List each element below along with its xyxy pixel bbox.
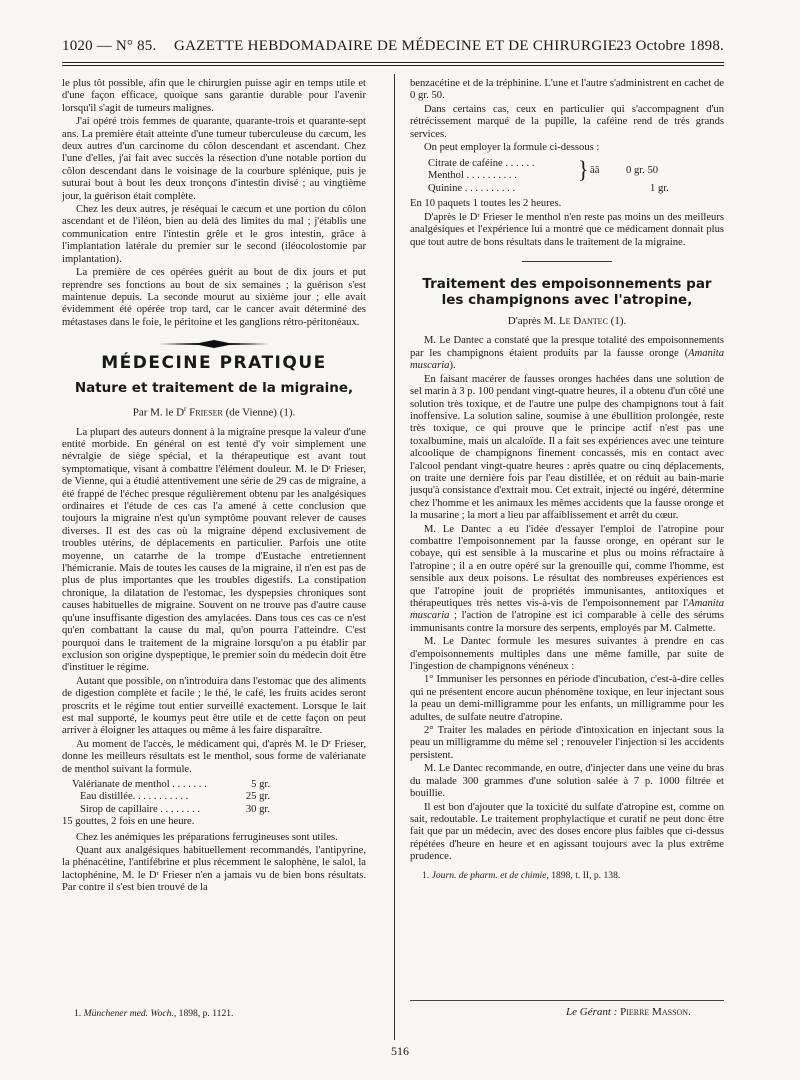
- formula-line: Eau distillée. . . . . . . . . . . 25 gr.: [80, 791, 270, 803]
- paragraph: La première de ces opérées guérit au bout de dix jours et put reprendre ses fonctions au bout de six semaines ; la guérison s'est maintenue depuis. La seconde mourut au sixième jour ; elle avait évidemment été opérée trop tard, car le cancer avait déterminé des métastases dans le foie, le péritoine et les ganglions rétro-péritonéaux.: [62, 267, 366, 328]
- paragraph: M. Le Dantec recommande, en outre, d'injecter dans une veine du bras du malade 300 grammes d'une solution salée à 7 p. 1000 filtrée et bouillie.: [410, 763, 724, 800]
- formula-note: En 10 paquets 1 toutes les 2 heures.: [410, 198, 562, 210]
- paragraph: D'après le Dʳ Frieser le menthol n'en reste pas moins un des meilleurs analgésiques et l'expérience lui a montré que ce médicament donnait plus que tout autre de bons résultats dans le traitement de la migraine.: [410, 211, 724, 248]
- section-title: MÉDECINE PRATIQUE: [101, 353, 327, 374]
- footnote: 1. Münchener med. Woch., 1898, p. 1121.: [74, 1008, 234, 1019]
- formula-qty: 1 gr.: [650, 183, 669, 195]
- paragraph: Autant que possible, on n'introduira dans l'estomac que des aliments de digestion complète et facile ; le thé, le café, les fruits acides seront proscrits et le régime tout entier surveillé exactement. Lorsque le lait est mal supporté, le koumys peut être utile et de cette façon on peut arriver à éloigner les attaques ou même à les faire disparaître.: [62, 675, 366, 737]
- article-title: Nature et traitement de la migraine,: [74, 379, 354, 396]
- formula-qty: 0 gr. 50: [626, 165, 659, 177]
- paragraph: La plupart des auteurs donnent à la migraine presque la valeur d'une entité morbide. En général on est tenté d'y voir simplement une névralgie de siège spécial, et la thérapeutique est avant tout symptomatique, visant à combattre l'élément douleur. M. le Dʳ Frieser, de Vienne, qui a étudié attentivement une série de 29 cas de migraine, a été frappé de l'échec presque régulièrement obtenu par les analgésiques ordinaires et l'étude de ces cas l'a amené à cette conclusion que toujours la migraine n'est qu'un symptôme pouvant relever de causes diverses. Il est des cas où la migraine dépend exclusivement de troubles utérins, de déplacements en particulier. Parfois une otite moyenne, un catarrhe de la trompe d'Eustache entretiennent l'hémicranie. Mais de toutes les causes de la migraine, il n'en est pas de plus de plus importantes que les troubles digestifs. La constipation chronique, la dilatation de l'estomac, les dyspepsies chroniques sont causes habituelles de migraine. Souvent on ne trouve pas d'autre cause qu'une insuffisante digestion des amylacées. Dans tous ces cas ce n'est qu'en combattant la cause du mal, qu'on pourra l'atteindre. C'est pourquoi dans le traitement de la migraine lorsqu'on a pu établir par exclusion son origine dyspeptique, le premier soin du médecin doit être d'instituer le régime.: [62, 426, 366, 674]
- running-header: [62, 36, 724, 58]
- author-name: Frieser: [189, 406, 223, 419]
- section-ornament: [159, 339, 269, 349]
- header-rule: [62, 62, 724, 63]
- article-separator: [522, 261, 612, 262]
- paragraph: Quant aux analgésiques habituellement recommandés, l'antipyrine, la phénacétine, l'antifébrine et plus récemment le salophène, le salol, la lactophénine, M. le Dʳ Frieser n'en a jamais vu de bien bons résultats. Par contre il s'est bien trouvé de la: [62, 845, 366, 894]
- paragraph: Chez les deux autres, je réséquai le cæcum et une portion du côlon ascendant et de l'iléon, bien au delà des limites du mal ; j'établis une communication entre l'intestin grêle et le gros intestin, grâce à l'implantation latérale du premier sur le second (iléocolostomie par implantation).: [62, 204, 366, 265]
- footnote: 1. Journ. de pharm. et de chimie, 1898, t. II, p. 138.: [422, 869, 621, 881]
- formula-line: Quinine . . . . . . . . . .: [428, 183, 516, 195]
- paragraph: M. Le Dantec formule les mesures suivantes à prendre en cas d'empoisonnements multiples dans une même famille, par suite de l'ingestion de champignons vénéneux :: [410, 636, 724, 673]
- paragraph: Chez les anémiques les préparations ferrugineuses sont utiles.: [76, 831, 338, 843]
- brace-glyph: }: [578, 156, 589, 184]
- paragraph: Au moment de l'accès, le médicament qui, d'après M. le Dʳ Frieser, donne les meilleurs résultats est le menthol, sous forme de valérianate de menthol suivant la formule.: [62, 738, 366, 775]
- page-number: 1020 — N° 85.: [62, 38, 157, 54]
- column-divider: [394, 74, 395, 1040]
- paragraph: J'ai opéré trois femmes de quarante, quarante-trois et quarante-sept ans. La première était atteinte d'une tumeur tuberculeuse du cæcum, les deux autres d'un carcinome du côlon descendant et ascendant. Chez l'une d'elles, j'ai fait avec succès la résection d'une notable portion du côlon descendant dans le voisinage de la courbure splénique, puis je suturai bout à bout les deux tronçons d'intestin divisé ; au vingtième jour, la guérison était complète.: [62, 116, 366, 202]
- paragraph: 1° Immuniser les personnes en période d'incubation, c'est-à-dire celles qui ne présentent encore aucun phénomène toxique, en leur injectant sous la peau un demi-milligramme pour les enfants, un milligramme pour les adultes, de sulfate neutre d'atropine.: [410, 674, 724, 723]
- paragraph: En faisant macérer de fausses oronges hachées dans une solution de sel marin à 3 p. 100 pendant vingt-quatre heures, il a obtenu d'un côté une solution très toxique, et de l'autre une pulpe des champignons tout à fait inoffensive. La solution saline, soumise à une ébullition prolongée, reste très toxique, ce qui prouve que le principe actif n'est pas une toxalbumine, mais un alcaloïde. Il a fait ses expériences avec une teinture alcoolique de champignons finement concassés, mis en contact avec l'alcool pendant vingt-quatre heures : après quatre ou cinq déplacements, on traite une dernière fois par l'eau distillée, et on réduit au bain-marie jusqu'à consistance d'extrait mou. Cet extrait, injecté ou ingéré, détermine chez l'homme et les animaux les mêmes accidents que la fausse oronge et la musarine ; la mort a lieu par affaiblissement et arrêt du cœur.: [410, 373, 724, 522]
- publisher-line: Le Gérant : Pierre Masson.: [566, 1006, 691, 1018]
- formula-line: Sirop de capillaire . . . . . . . . 30 gr.: [80, 803, 270, 815]
- paragraph: M. Le Dantec a eu l'idée d'essayer l'emploi de l'atropine pour combattre l'empoisonnement par la fausse oronge, en opérant sur le cobaye, qui est sensible à la muscarine et plus ou moins réfractaire à l'atropine ; il a en outre opéré sur la grenouille qui, comme l'homme, est sensible aux deux poisons. Le résultat des nombreuses expériences est que l'atropine jouit de propriétés immunisantes, antitoxiques et thérapeutiques très nettes vis-à-vis de l'empoisonnement par l'Amanita muscaria ; l'action de l'atropine est ici comparable à celle des sérums immunisants contre la morsure des serpents, employés par M. Calmette.: [410, 523, 724, 634]
- article-byline: Par M. le $D^r$ Frieser (de Vienne) (1).: [132, 404, 296, 419]
- footer-rule: [410, 1000, 724, 1001]
- right-column: [410, 78, 724, 882]
- prescription-formula: [428, 158, 724, 196]
- author-name: Le Dantec: [558, 315, 608, 328]
- left-column: [62, 78, 366, 895]
- paragraph: benzacétine et de la tréphinine. L'une et l'autre s'administrent en cachet de 0 gr. 50.: [410, 78, 724, 102]
- paragraph: M. Le Dantec a constaté que la presque totalité des empoisonnements par les champignons étaient produits par la fausse oronge (Amanita muscaria).: [410, 335, 724, 372]
- paragraph: Il est bon d'ajouter que la toxicité du sulfate d'atropine est, comme on sait, redoutable. Le traitement prophylactique et curatif ne peut donc être fait que par un médecin, avec des doses encore plus faibles que ci-dessus répétées d'heure en heure et en agissant toujours avec la plus extrême prudence.: [410, 801, 724, 863]
- formula-line: Citrate de caféine . . . . . .: [428, 158, 535, 170]
- prescription-formula: [62, 778, 366, 829]
- paragraph: On peut employer la formule ci-dessous :: [424, 142, 600, 154]
- folio-number: 516: [391, 1044, 409, 1058]
- formula-note: 15 gouttes, 2 fois en une heure.: [62, 816, 195, 828]
- article-title: Traitement des empoisonnements par les champignons avec l'atropine,: [422, 276, 712, 309]
- article-byline: D'après M. Le Dantec (1).: [507, 315, 627, 328]
- formula-aa: ââ: [590, 165, 600, 177]
- paragraph: 2° Traiter les malades en période d'intoxication en injectant sous la peau un milligramme du même sel ; renouveler l'injection si les accidents persistent.: [410, 725, 724, 761]
- publisher-name: Pierre Masson.: [620, 1006, 691, 1018]
- paragraph: Dans certains cas, ceux en particulier qui s'accompagnent d'un rétrécissement marqué de la pupille, la caféine rend de très grands services.: [410, 103, 724, 140]
- formula-line: Menthol . . . . . . . . . .: [428, 170, 517, 182]
- journal-title: GAZETTE HEBDOMADAIRE DE MÉDECINE ET DE CHIRURGIE.: [174, 38, 622, 54]
- paragraph: le plus tôt possible, afin que le chirurgien puisse agir en temps utile et d'une façon efficace, quoique sans garantie durable pour l'avenir lorsqu'il s'agit de tumeurs malignes.: [62, 78, 366, 114]
- formula-line: Valérianate de menthol . . . . . . . 5 gr.: [72, 778, 270, 790]
- header-rule-double: [62, 65, 724, 66]
- issue-date: 23 Octobre 1898.: [616, 38, 724, 54]
